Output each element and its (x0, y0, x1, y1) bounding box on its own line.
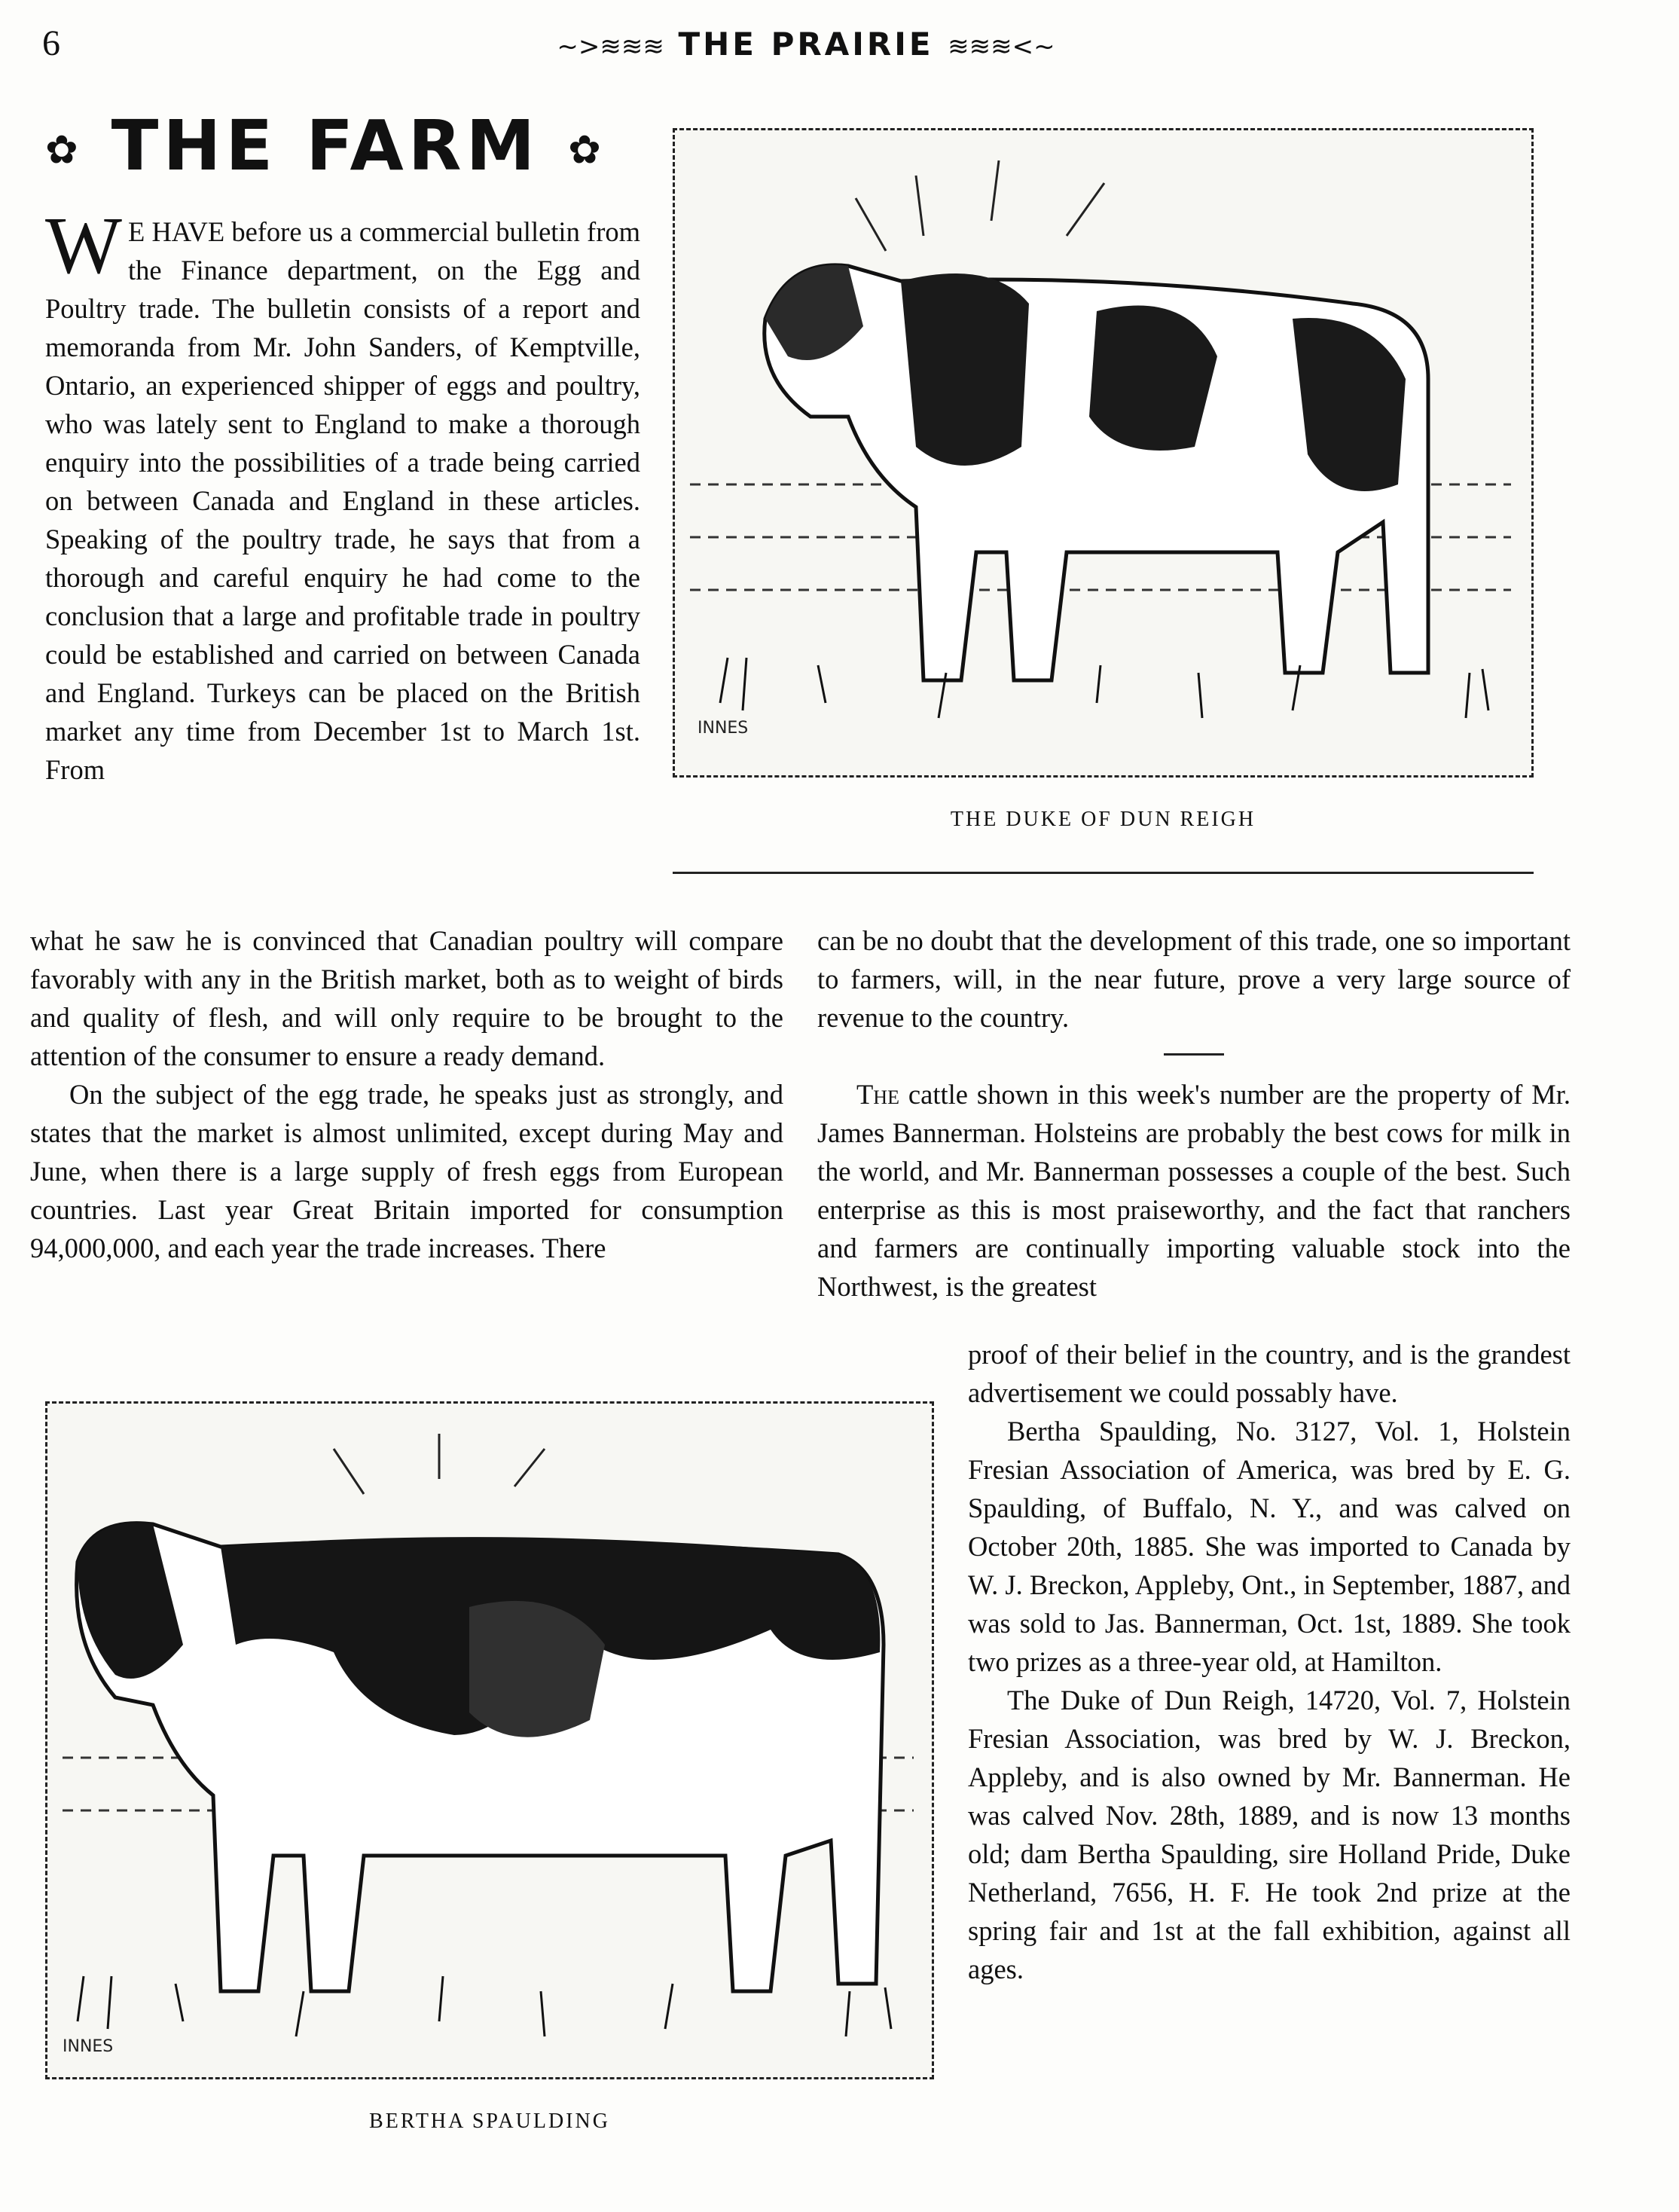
figure-duke-of-dun-reigh (673, 128, 1534, 778)
left-scroll-ornament: ✿ (45, 127, 83, 173)
paragraph-3-continued: proof of their belief in the country, and is the grandest advertisement we could possably have. (968, 1339, 1571, 1408)
caption-bertha: BERTHA SPAULDING (369, 2110, 610, 2133)
article-paragraph-5: The Duke of Dun Reigh, 14720, Vol. 7, Holstein Fresian Association, was bred by W. J. Breckon, Appleby, and is also owned by Mr. Bannerman. He was calved Nov. 28th, 1889, and is now 13 months old; dam Bertha Spaulding, sire Holland Pride, Duke Netherland, 7656, H. F. He took 2nd prize at the spring fair and 1st at the fall exhibition, against all ages. (968, 1685, 1571, 1984)
article-col-top-left (45, 201, 640, 921)
caption-duke: THE DUKE OF DUN REIGH (950, 808, 1256, 831)
section-divider (1164, 1053, 1224, 1056)
cow-illustration-duke (675, 130, 1531, 775)
section-title: THE FARM (111, 105, 540, 186)
page-number: 6 (42, 23, 60, 63)
paragraph-1-text: E HAVE before us a commercial bulletin from the Finance department, on the Egg and Poultry trade. The bulletin consists of a report and memoranda from Mr. John Sanders, of Kemptville, Ontario, an experienced shipper of eggs and poultry, who was lately sent to England to make a thorough enquiry into the possibilities of a trade being carried on between Canada and England in these articles. Speaking of the poultry trade, he says that from a thorough and careful enquiry he had come to the conclusion that a large and profitable trade in poultry could be established and carried on between Canada and England. Turkeys can be placed on the British market any time from December 1st to March 1st. From (45, 216, 640, 785)
drop-cap: W (45, 201, 122, 291)
paragraph-1-continued: what he saw he is convinced that Canadian poultry will compare favorably with any in the British market, both as to weight of birds and quality of flesh, and will only require to be brought to the attention of the consumer to ensure a ready demand. (30, 925, 783, 1071)
article-paragraph-2: On the subject of the egg trade, he speaks just as strongly, and states that the market is almost unlimited, except during May and June, when there is a large supply of fresh eggs from European countries. Last year Great Britain imported for consumption 94,000,000, and each year the trade increases. There (30, 1079, 783, 1263)
running-title: THE PRAIRIE (678, 26, 934, 63)
paragraph-3-text: cattle shown in this week's number are the property of Mr. James Bannerman. Holsteins are probably the best cows for milk in the world, and Mr. Bannerman possesses a couple of the best. Such enterprise as this is most praiseworthy, and the fact that ranchers and farmers are continually importing valuable stock into the Northwest, is the greatest (817, 1079, 1571, 1302)
cow-illustration-bertha (47, 1404, 932, 2077)
caption-rule (673, 872, 1534, 874)
article-col-bottom-right (968, 1335, 1571, 1988)
paragraph-3-lead: The (856, 1079, 899, 1110)
article-col-middle-left (30, 921, 783, 1267)
article-col-middle-right (817, 921, 1571, 1306)
paragraph-2-continued: can be no doubt that the development of this trade, one so important to farmers, will, in the near future, prove a very large source of revenue to the country. (817, 925, 1571, 1033)
figure-bertha-spaulding (45, 1401, 934, 2079)
right-scroll-ornament: ✿ (568, 127, 606, 173)
section-title-block (45, 105, 648, 186)
article-paragraph-1 (45, 201, 640, 789)
artist-signature-bertha: INNES (63, 2037, 114, 2056)
right-flourish-ornament: ≋≋≋<~ (948, 32, 1055, 62)
article-paragraph-4: Bertha Spaulding, No. 3127, Vol. 1, Holstein Fresian Association of America, was bred by E. G. Spaulding, of Buffalo, N. Y., and was calved on October 20th, 1885. She was imported to Canada by W. J. Breckon, Appleby, Ont., in September, 1887, and was sold to Jas. Bannerman, Oct. 1st, 1889. She took two prizes as a three-year old, at Hamilton. (968, 1416, 1571, 1677)
article-paragraph-3 (817, 1075, 1571, 1306)
artist-signature-duke: INNES (698, 719, 749, 738)
running-head (467, 26, 1145, 63)
left-flourish-ornament: ~>≋≋≋ (557, 32, 664, 62)
